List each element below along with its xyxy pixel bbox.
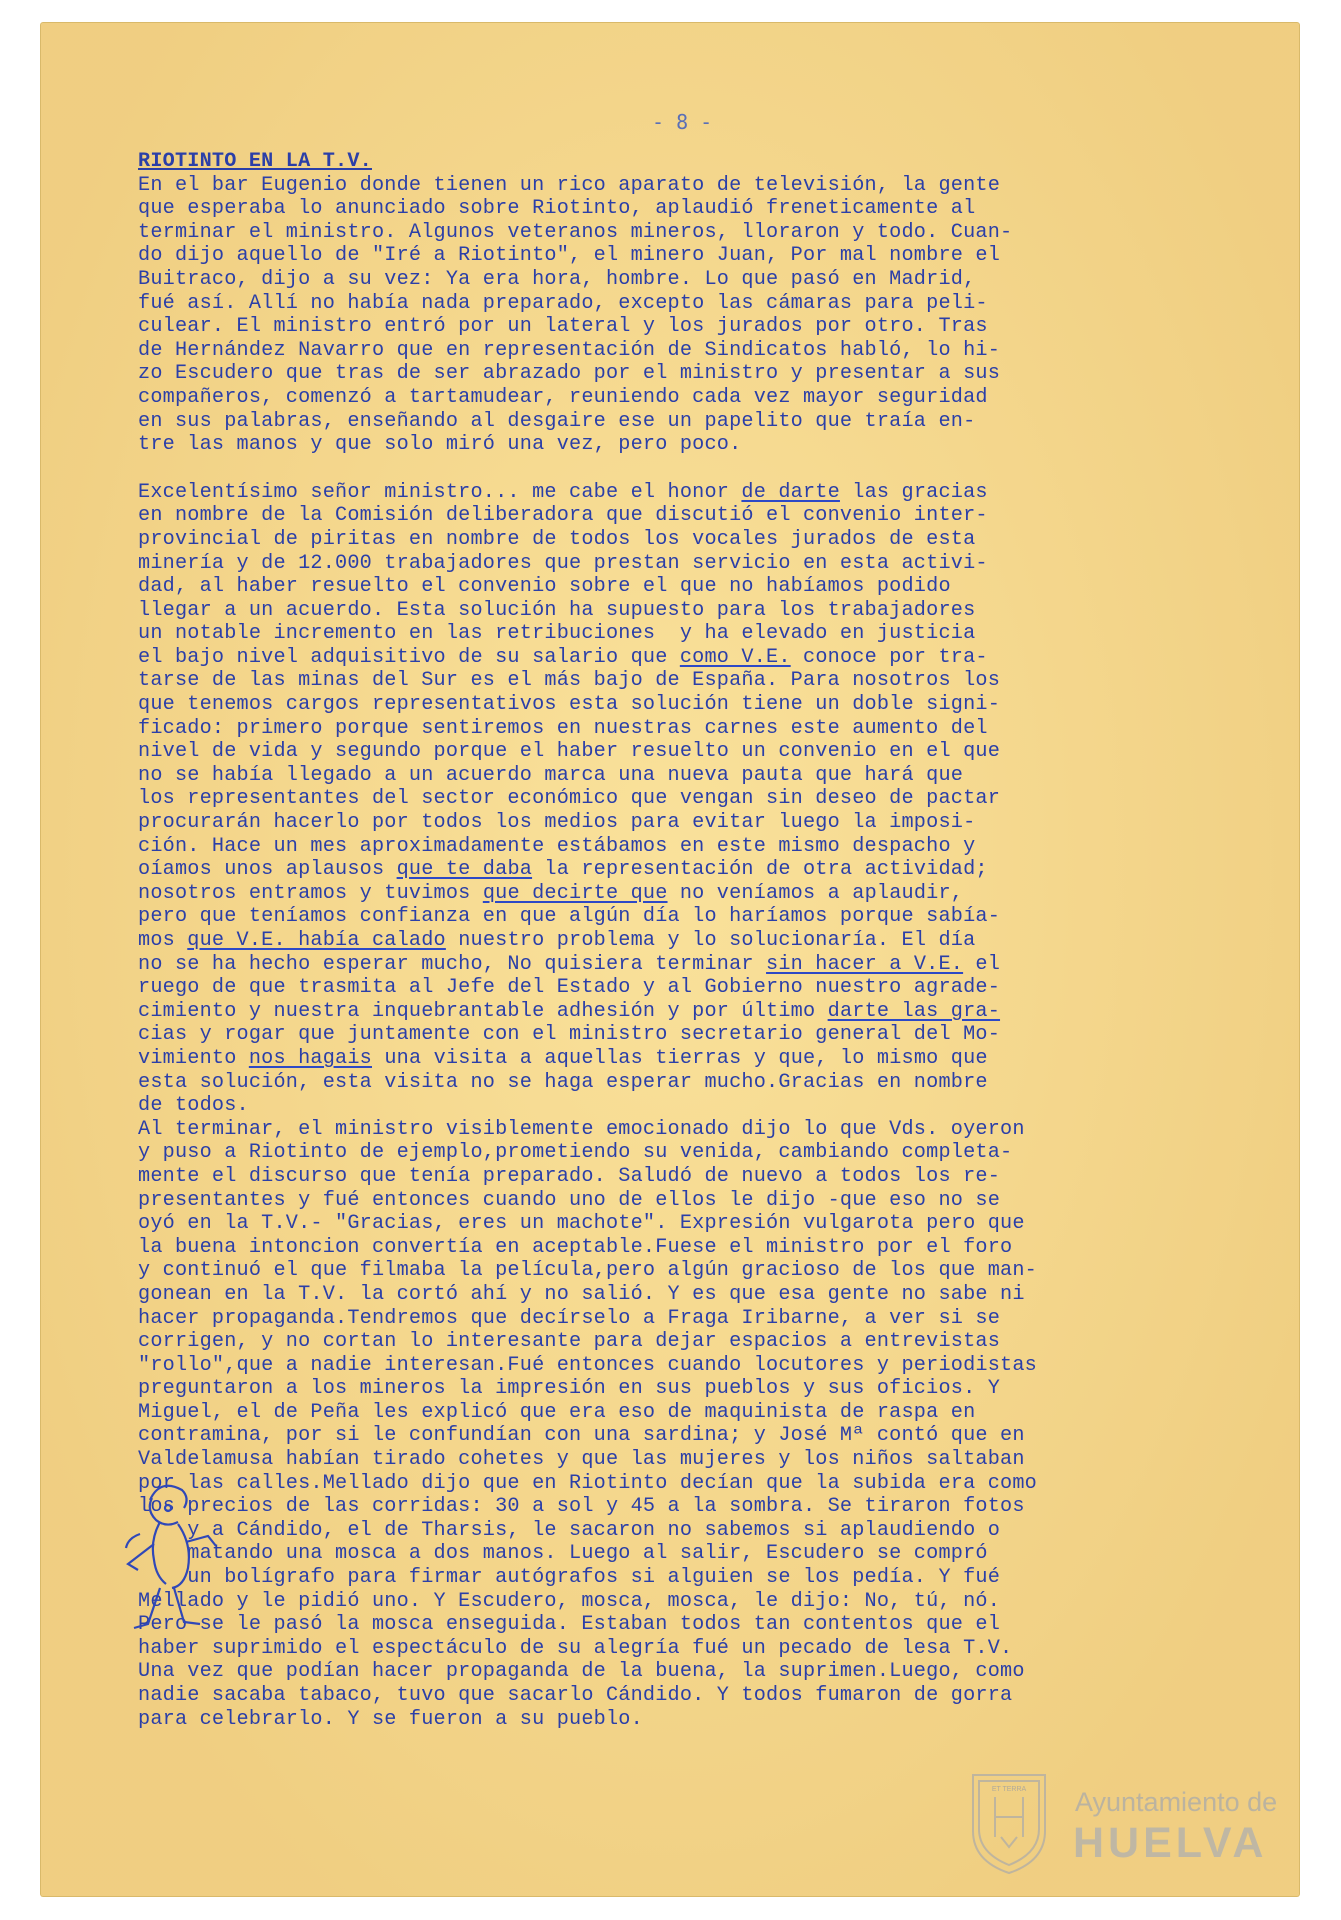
text-run: nosotros entramos y tuvimos (138, 881, 483, 905)
text-line: Una vez que podían hacer propaganda de la buena, la suprimen.Luego, como (138, 1660, 1025, 1684)
text-line (138, 1071, 1248, 1095)
text-run: mos (138, 929, 188, 952)
text-line: Mellado y le pidió uno. Y Escudero, mosca, mosca, le dijo: No, tú, nó. (138, 1589, 1001, 1613)
city-shield-icon (965, 1767, 1053, 1875)
text-line: culear. El ministro entró por un lateral y los jurados por otro. Tras (138, 315, 988, 339)
text-line: matando una mosca a dos manos. Luego al salir, Escudero se compró (138, 1542, 988, 1566)
text-line: y continuó el que filmaba la película,pero algún gracioso de los que man- (138, 1259, 1037, 1283)
text-line: la buena intoncion convertía en aceptable.Fuese el ministro por el foro (138, 1235, 1013, 1259)
underlined-phrase: que V.E. había calado (187, 929, 446, 952)
text-line: zo Escudero que tras de ser abrazado por el ministro y presentar a sus (138, 362, 1001, 386)
text-run: oíamos unos aplausos (138, 858, 397, 882)
svg-text:ET TERRA: ET TERRA (991, 1786, 1027, 1793)
text-run: cias y rogar que juntamente con el ministro secretario general del Mo- (138, 1023, 1001, 1047)
text-line (138, 882, 1248, 906)
cartoon-miner-doodle (110, 1470, 230, 1645)
text-line: un bolígrafo para firmar autógrafos si alguien se los pedía. Y fué (138, 1566, 1001, 1590)
text-run: provincial de piritas en nombre de todos los vocales jurados de esta (138, 527, 976, 551)
text-line (138, 1023, 1248, 1047)
text-line (138, 575, 1248, 599)
text-line (138, 717, 1248, 741)
text-line: contramina, por si le confundían con una sardina; y José Mª contó que en (138, 1424, 1025, 1448)
text-line: en sus palabras, enseñando al desgaire ese un papelito que traía en- (138, 409, 976, 433)
text-run: pero que teníamos confianza en que algún día lo haríamos porque sabía- (138, 905, 1001, 929)
text-line: Miguel, el de Peña les explicó que era eso de maquinista de raspa en (138, 1400, 976, 1424)
text-line: En el bar Eugenio donde tienen un rico aparato de televisión, la gente (138, 173, 1001, 197)
text-line: Valdelamusa habían tirado cohetes y que las mujeres y los niños saltaban (138, 1448, 1025, 1472)
underlined-phrase: darte las gra- (827, 999, 1001, 1023)
underlined-phrase: de darte (741, 480, 840, 504)
text-run: esta solución, esta visita no se haga esperar mucho.Gracias en nombre (138, 1070, 988, 1094)
text-line: "rollo",que a nadie interesan.Fué entonces cuando locutores y periodistas (138, 1353, 1037, 1377)
text-line (138, 764, 1248, 788)
watermark-line2: HUELVA (1073, 1819, 1268, 1867)
text-run: no veníamos a aplaudir, (667, 881, 964, 905)
text-line (138, 811, 1248, 835)
huelva-watermark-logo (965, 1767, 1325, 1877)
text-line: terminar el ministro. Algunos veteranos mineros, lloraron y todo. Cuan- (138, 220, 1013, 244)
text-run: el bajo nivel adquisitivo de su salario que (138, 645, 680, 669)
document-page (40, 22, 1300, 1897)
text-line (138, 481, 1248, 505)
text-line: haber suprimido el espectáculo de su alegría fué un pecado de lesa T.V. (138, 1636, 1013, 1660)
text-line: nadie sacaba tabaco, tuvo que sacarlo Cándido. Y todos fumaron de gorra (138, 1684, 1013, 1707)
text-line (138, 1000, 1248, 1024)
text-line: Buitraco, dijo a su vez: Ya era hora, hombre. Lo que pasó en Madrid, (138, 267, 976, 291)
text-run: dad, al haber resuelto el convenio sobre el que no habíamos podido (138, 575, 951, 599)
text-run: ción. Hace un mes aproximadamente estábamos en este mismo despacho y (138, 834, 976, 858)
text-line (138, 1094, 1248, 1118)
text-run: las gracias (839, 480, 988, 504)
text-line: los precios de las corridas: 30 a sol y 45 a la sombra. Se tiraron fotos (138, 1495, 1025, 1519)
text-line: presentantes y fué entonces cuando uno de ellos le dijo -que eso no se (138, 1188, 1001, 1212)
text-line (138, 528, 1248, 552)
text-line: fué así. Allí no había nada preparado, excepto las cámaras para peli- (138, 291, 988, 315)
text-line: por las calles.Mellado dijo que en Riotinto decían que la subida era como (138, 1471, 1037, 1495)
text-run: el (963, 952, 1001, 976)
text-line (138, 929, 1248, 953)
text-run: no se había llegado a un acuerdo marca una nueva pauta que hará que (138, 763, 964, 787)
text-run: en nombre de la Comisión deliberadora que discutió el convenio inter- (138, 504, 988, 528)
text-line: hacer propaganda.Tendremos que decírselo a Fraga Iribarne, a ver si se (138, 1306, 1001, 1330)
paragraph-speech (138, 481, 1248, 1118)
text-line: mente el discurso que tenía preparado. Saludó de nuevo a todos los re- (138, 1164, 1001, 1188)
text-line (138, 976, 1248, 1000)
text-line: para celebrarlo. Y se fueron a su pueblo. (138, 1707, 643, 1731)
text-line (138, 787, 1248, 811)
watermark-line1: Ayuntamiento de (1075, 1787, 1278, 1817)
underlined-phrase: nos hagais (248, 1046, 372, 1070)
paragraph-aftermath (138, 1118, 1248, 1731)
underlined-phrase: que te daba (396, 858, 533, 882)
text-line: preguntaron a los mineros la impresión en sus pueblos y sus oficios. Y (138, 1377, 1001, 1401)
text-line (138, 599, 1248, 623)
text-line: compañeros, comenzó a tartamudear, reuniendo cada vez mayor seguridad (138, 385, 988, 409)
text-run: que tenemos cargos representativos esta solución tiene un doble signi- (138, 693, 1001, 717)
text-run: la representación de otra actividad; (532, 858, 988, 882)
text-run: una visita a aquellas tierras y que, lo mismo que (372, 1046, 988, 1070)
text-line: corrigen, y no cortan lo interesante para dejar espacios a entrevistas (138, 1330, 1001, 1354)
text-line (138, 953, 1248, 977)
text-run: ruego de que trasmita al Jefe del Estado y al Gobierno nuestro agrade- (138, 976, 1001, 1000)
text-line (138, 693, 1248, 717)
underlined-phrase: sin hacer a V.E. (766, 952, 964, 976)
text-run: conoce por tra- (790, 645, 988, 669)
text-line: de Hernández Navarro que en representación de Sindicatos habló, lo hi- (138, 338, 1001, 362)
text-line (138, 552, 1248, 576)
text-run: nuestro problema y lo solucionaría. El día (445, 929, 976, 952)
page-number: - 8 - (652, 110, 713, 134)
text-line (138, 858, 1248, 882)
text-run: ficado: primero porque sentiremos en nuestras carnes este aumento del (138, 716, 988, 740)
text-run: un notable incremento en las retribuciones y ha elevado en justicia (138, 622, 976, 646)
document-body (138, 150, 1248, 1731)
text-line (138, 740, 1248, 764)
text-line: y puso a Riotinto de ejemplo,prometiendo su venida, cambiando completa- (138, 1141, 1013, 1165)
text-run: vimiento (138, 1046, 249, 1070)
text-run: tarse de las minas del Sur es el más bajo de España. Para nosotros los (138, 669, 1001, 693)
text-line (138, 646, 1248, 670)
text-line: gonean en la T.V. la cortó ahí y no salió. Y es que esa gente no sabe ni (138, 1282, 1025, 1306)
text-run: llegar a un acuerdo. Esta solución ha supuesto para los trabajadores (138, 598, 976, 622)
text-run: Excelentísimo señor ministro... me cabe el honor (138, 480, 742, 504)
text-line: y a Cándido, el de Tharsis, le sacaron no sabemos si aplaudiendo o (138, 1518, 1001, 1542)
text-line (138, 504, 1248, 528)
text-line: Pero se le pasó la mosca enseguida. Estaban todos tan contentos que el (138, 1613, 1001, 1637)
text-run: nivel de vida y segundo porque el haber resuelto un convenio en el que (138, 740, 1001, 764)
text-run: procurarán hacerlo por todos los medios para evitar luego la imposi- (138, 811, 976, 835)
text-run: de todos. (138, 1094, 249, 1118)
underlined-phrase: que decirte que (482, 881, 668, 905)
text-run: los representantes del sector económico que vengan sin deseo de pactar (138, 787, 1001, 811)
text-run: cimiento y nuestra inquebrantable adhesión y por último (138, 999, 828, 1023)
text-run: no se ha hecho esperar mucho, No quisiera terminar (138, 952, 767, 976)
underlined-phrase: como V.E. (679, 645, 791, 669)
text-run: minería y de 12.000 trabajadores que prestan servicio en esta activi- (138, 551, 988, 575)
paragraph-intro (138, 174, 1248, 457)
text-line (138, 835, 1248, 859)
text-line: tre las manos y que solo miró una vez, pero poco. (138, 433, 742, 457)
text-line (138, 622, 1248, 646)
text-line (138, 1047, 1248, 1071)
text-line: Al terminar, el ministro visiblemente emocionado dijo lo que Vds. oyeron (138, 1117, 1025, 1141)
document-title: RIOTINTO EN LA T.V. (138, 150, 372, 173)
text-line: do dijo aquello de "Iré a Riotinto", el minero Juan, Por mal nombre el (138, 244, 1001, 268)
text-line: oyó en la T.V.- "Gracias, eres un machote". Expresión vulgarota pero que (138, 1212, 1025, 1236)
text-line: que esperaba lo anunciado sobre Riotinto, aplaudió freneticamente al (138, 197, 976, 221)
text-line (138, 905, 1248, 929)
text-line (138, 669, 1248, 693)
